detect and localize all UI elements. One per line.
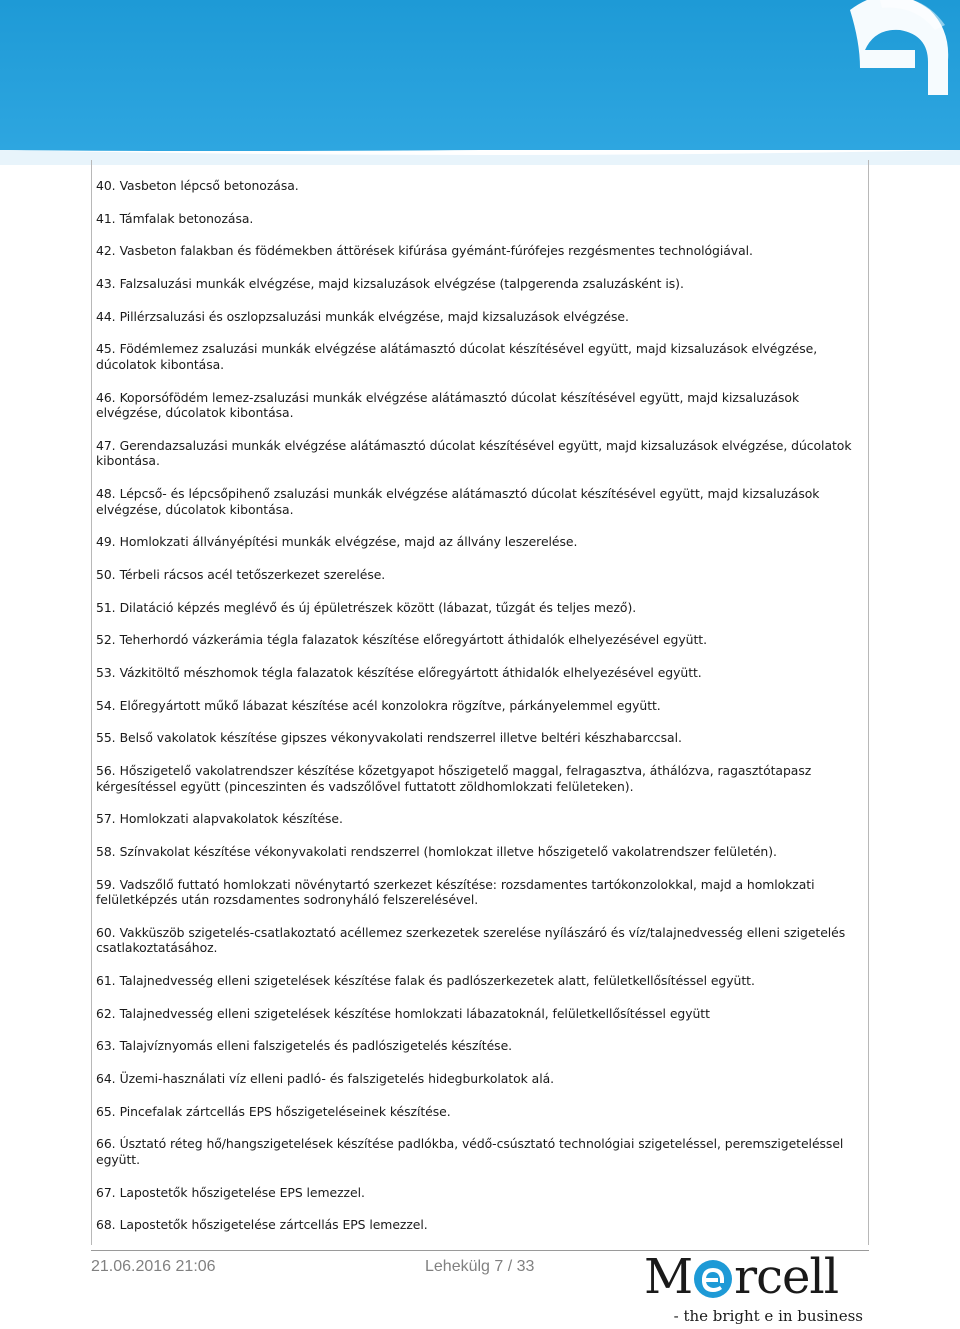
footer-date: 21.06.2016 21:06: [91, 1258, 216, 1275]
list-item: [96, 632, 866, 648]
logo-letter-m: M: [644, 1249, 693, 1305]
item-text: Pillérzsaluzási és oszlopzsaluzási munkák elvégzése, majd kizsaluzások elvégzése.: [119, 308, 629, 324]
list-item: [96, 534, 866, 550]
footer-page-number: Lehekülg 7 / 33: [425, 1258, 535, 1275]
item-number: 46.: [96, 389, 116, 405]
item-text: Vadszőlő futtató homlokzati növénytartó szerkezet készítése: rozsdamentes tartókonzolokkal, majd a homlokzati felületképzés után rozsdamentes sodronyháló felszerelésével.: [96, 876, 815, 908]
list-item: [96, 486, 866, 517]
logo-letters-rcell: rcell: [734, 1249, 839, 1305]
item-number: 51.: [96, 599, 116, 615]
item-number: 53.: [96, 664, 116, 680]
list-item: [96, 1217, 866, 1233]
list-item: [96, 390, 866, 421]
item-text: Térbeli rácsos acél tetőszerkezet szerelése.: [119, 566, 386, 582]
marcell-logo: [640, 1249, 865, 1327]
item-number: 55.: [96, 730, 116, 746]
logo-wordmark: [644, 1251, 838, 1303]
item-number: 60.: [96, 924, 116, 940]
item-text: Talajnedvesség elleni szigetelések készítése homlokzati lábazatoknál, felületkellősítéssel együtt: [119, 1005, 710, 1021]
list-item: [96, 811, 866, 827]
list-item: [96, 1104, 866, 1120]
item-number: 45.: [96, 341, 116, 357]
list-item: [96, 925, 866, 956]
item-text: Hőszigetelő vakolatrendszer készítése kőzetgyapot hőszigetelő maggal, felragasztva, áthálózva, ragasztótapasz kérgesítéssel együtt (pinceszinten és vadszőlővel futtatott zöldhomlokzati felületeken).: [96, 763, 812, 794]
item-number: 66.: [96, 1136, 116, 1152]
list-item: [96, 1071, 866, 1087]
list-item: [96, 698, 866, 714]
item-text: Vasbeton falakban és födémekben áttörések kifúrása gyémánt-fúrófejes rezgésmentes technológiával.: [119, 243, 753, 259]
list-item: [96, 1185, 866, 1201]
item-text: Homlokzati állványépítési munkák elvégzése, majd az állvány leszerelése.: [119, 534, 578, 550]
item-number: 47.: [96, 437, 116, 453]
item-text: Vasbeton lépcső betonozása.: [119, 178, 299, 193]
item-text: Lapostetők hőszigetelése zártcellás EPS lemezzel.: [119, 1217, 428, 1233]
list-item: [96, 438, 866, 469]
page-frame-right: [868, 160, 869, 1245]
list-item: [96, 730, 866, 746]
item-number: 48.: [96, 486, 116, 501]
item-text: Vázkitöltő mészhomok tégla falazatok készítése előregyártott áthidalók elhelyezésével együtt.: [119, 664, 702, 680]
item-text: Vakküszöb szigetelés-csatlakoztató acéllemez szerkezetek szerelése nyílászáró és víz/talajnedvesség elleni szigetelés csatlakoztatásához.: [96, 924, 846, 956]
item-text: Homlokzati alapvakolatok készítése.: [119, 811, 343, 827]
page-frame-left: [91, 160, 92, 1245]
item-text: Talajnedvesség elleni szigetelések készítése falak és padlószerkezetek alatt, felületkellősítéssel együtt.: [119, 972, 755, 988]
item-text: Üzemi-használati víz elleni padló- és falszigetelés hidegburkolatok alá.: [119, 1071, 555, 1086]
item-text: Födémlemez zsaluzási munkák elvégzése alátámasztó dúcolat készítésével együtt, majd kizsaluzások elvégzése, dúcolatok kibontása.: [96, 341, 818, 372]
item-text: Pincefalak zártcellás EPS hőszigeteléseinek készítése.: [119, 1103, 451, 1119]
list-item: [96, 243, 866, 259]
item-number: 63.: [96, 1038, 116, 1054]
item-text: Gerendazsaluzási munkák elvégzése alátámasztó dúcolat készítésével együtt, majd kizsaluzások elvégzése, dúcolatok kibontása.: [96, 437, 852, 469]
list-item: [96, 763, 866, 794]
list-item: [96, 567, 866, 583]
item-text: Koporsófödém lemez-zsaluzási munkák elvégzése alátámasztó dúcolat készítésével együtt, majd kizsaluzások elvégzése, dúcolatok kibontása.: [96, 389, 800, 421]
item-number: 42.: [96, 243, 116, 259]
item-text: Lépcső- és lépcsőpihenő zsaluzási munkák elvégzése alátámasztó dúcolat készítésével együtt, majd kizsaluzások elvégzése, dúcolatok kibontása.: [96, 486, 820, 517]
item-number: 67.: [96, 1184, 116, 1200]
item-text: Előregyártott műkő lábazat készítése acél konzolokra rögzítve, párkányelemmel együtt.: [119, 697, 661, 713]
marcell-e-icon: [820, 0, 960, 140]
item-text: Dilatáció képzés meglévő és új épületrészek között (lábazat, tűzgát és teljes mező).: [119, 599, 637, 615]
item-number: 52.: [96, 632, 116, 648]
item-number: 43.: [96, 276, 116, 292]
list-item: [96, 1136, 866, 1167]
item-number: 61.: [96, 972, 116, 988]
item-text: Lapostetők hőszigetelése EPS lemezzel.: [119, 1184, 365, 1200]
logo-tagline: - the bright e in business: [673, 1307, 863, 1325]
item-number: 68.: [96, 1217, 116, 1233]
item-number: 40.: [96, 178, 116, 193]
header-banner: [0, 0, 960, 165]
item-number: 56.: [96, 763, 116, 778]
item-number: 58.: [96, 843, 116, 859]
list-item: [96, 276, 866, 292]
item-number: 49.: [96, 534, 116, 550]
work-items-list: [96, 178, 866, 1250]
list-item: [96, 211, 866, 227]
item-number: 41.: [96, 210, 116, 226]
list-item: [96, 1006, 866, 1022]
list-item: [96, 341, 866, 372]
item-text: Teherhordó vázkerámia tégla falazatok készítése előregyártott áthidalók elhelyezésével együtt.: [119, 632, 707, 648]
list-item: [96, 665, 866, 681]
item-number: 64.: [96, 1071, 116, 1086]
item-number: 50.: [96, 566, 116, 582]
item-number: 62.: [96, 1005, 116, 1021]
list-item: [96, 178, 866, 194]
item-text: Talajvíznyomás elleni falszigetelés és padlószigetelés készítése.: [119, 1038, 513, 1054]
item-number: 65.: [96, 1103, 116, 1119]
item-text: Támfalak betonozása.: [119, 210, 254, 226]
item-text: Úsztató réteg hő/hangszigetelések készítése padlókba, védő-csúsztató technológiai szigeteléssel, peremszigeteléssel együtt.: [96, 1136, 844, 1167]
list-item: [96, 309, 866, 325]
item-number: 54.: [96, 697, 116, 713]
item-text: Belső vakolatok készítése gipszes vékonyvakolati rendszerrel illetve beltéri készhabarccsal.: [119, 730, 682, 746]
list-item: [96, 877, 866, 908]
item-number: 57.: [96, 811, 116, 827]
list-item: [96, 844, 866, 860]
item-number: 59.: [96, 876, 116, 892]
item-text: Falzsaluzási munkák elvégzése, majd kizsaluzások elvégzése (talpgerenda zsaluzásként is).: [119, 276, 684, 292]
list-item: [96, 1038, 866, 1054]
list-item: [96, 973, 866, 989]
list-item: [96, 600, 866, 616]
logo-e-icon: [693, 1259, 733, 1299]
item-number: 44.: [96, 308, 116, 324]
item-text: Színvakolat készítése vékonyvakolati rendszerrel (homlokzat illetve hőszigetelő vakolatrendszer felületén).: [119, 843, 777, 859]
